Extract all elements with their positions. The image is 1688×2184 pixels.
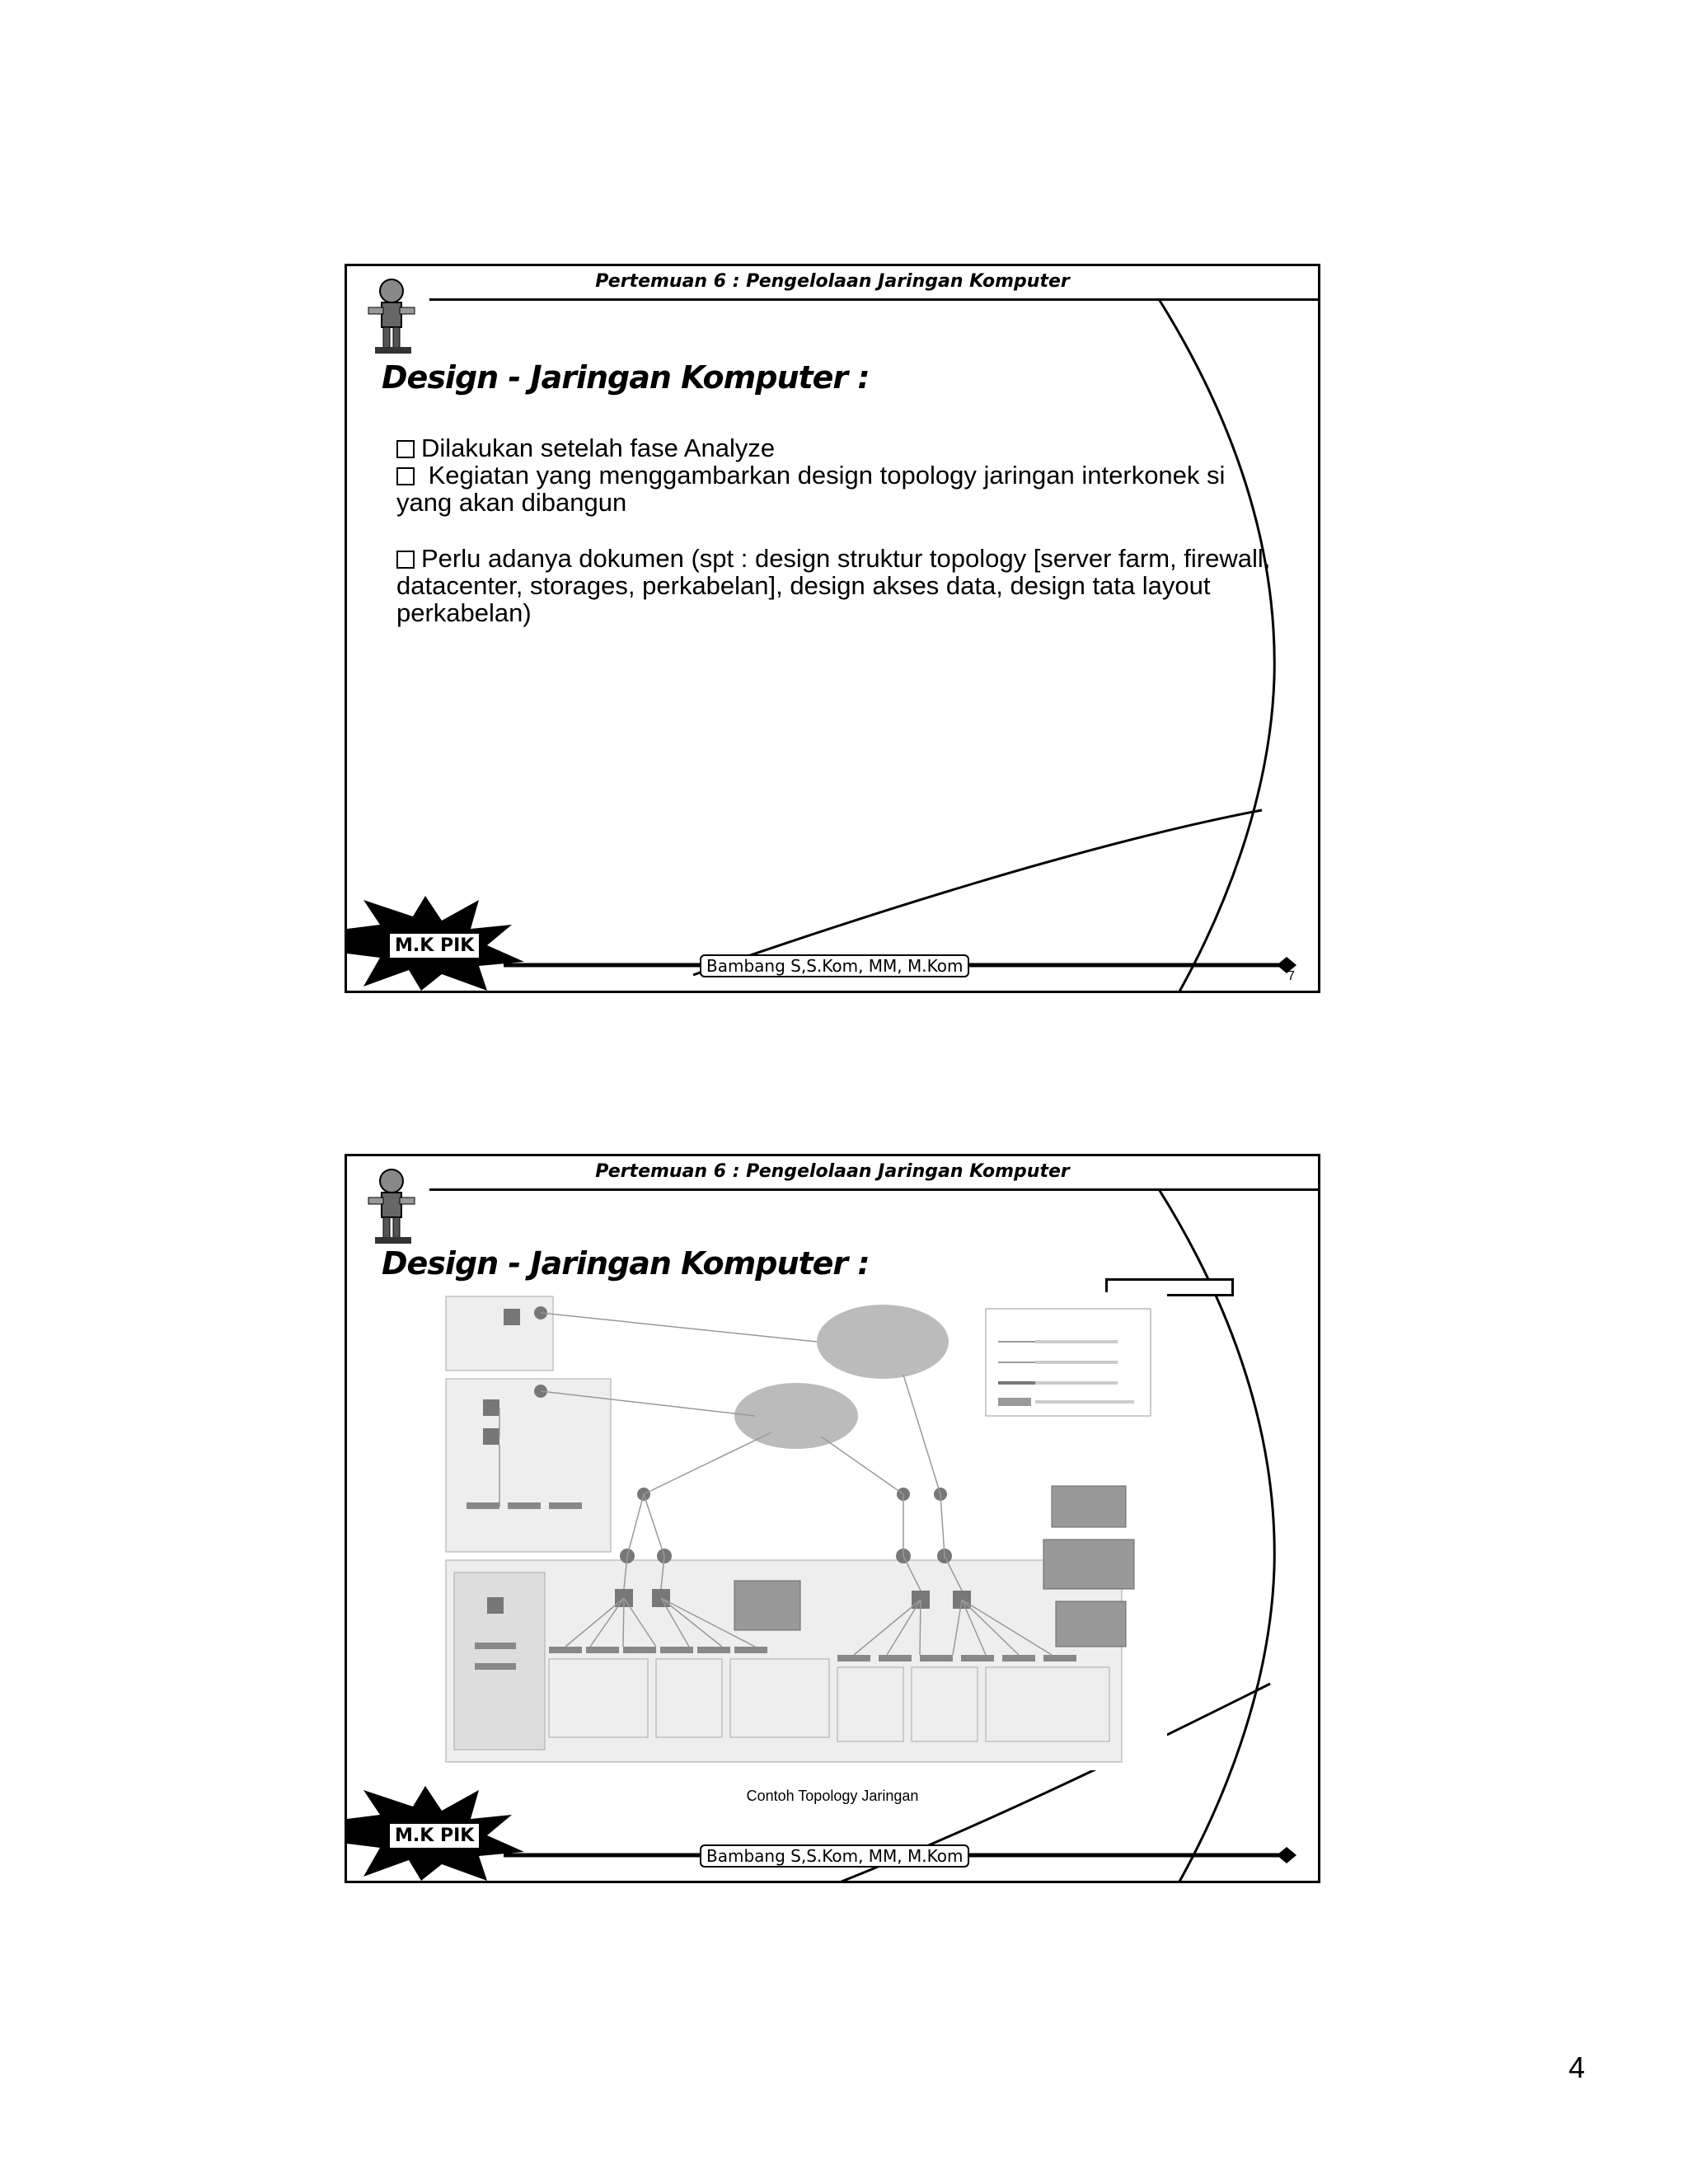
footer-rule — [347, 1156, 1320, 1883]
footer-rule — [347, 266, 1320, 993]
page-number: 4 — [1568, 2050, 1586, 2084]
list-item: Kegiatan yang menggambarkan design topology jaringan interkonek si yang akan dibangun — [396, 461, 1226, 517]
slide-header: Pertemuan 6 : Pengelolaan Jaringan Komputer — [595, 271, 1070, 292]
slide-7 — [345, 264, 1320, 993]
list-item: Dilakukan setelah fase Analyze — [396, 434, 1287, 462]
slide-title: Design - Jaringan Komputer : — [382, 1245, 870, 1282]
figure-caption: Contoh Topology Jaringan — [746, 1788, 919, 1804]
slide-header: Pertemuan 6 : Pengelolaan Jaringan Komputer — [595, 1161, 1070, 1182]
course-badge: M.K PIK — [390, 934, 479, 958]
author-label: Bambang S,S.Kom, MM, M.Kom — [700, 954, 969, 977]
course-badge: M.K PIK — [390, 1824, 479, 1848]
list-item: Perlu adanya dokumen (spt : design struktur topology [server farm, firewall, datacenter, storages, perkabelan], design akses data, design tata layout perkabelan) — [396, 544, 1271, 627]
slide-title: Design - Jaringan Komputer : — [382, 359, 870, 396]
author-label: Bambang S,S.Kom, MM, M.Kom — [700, 1844, 969, 1868]
slide-8 — [345, 1154, 1320, 1883]
slide-number: 7 — [1287, 969, 1295, 983]
